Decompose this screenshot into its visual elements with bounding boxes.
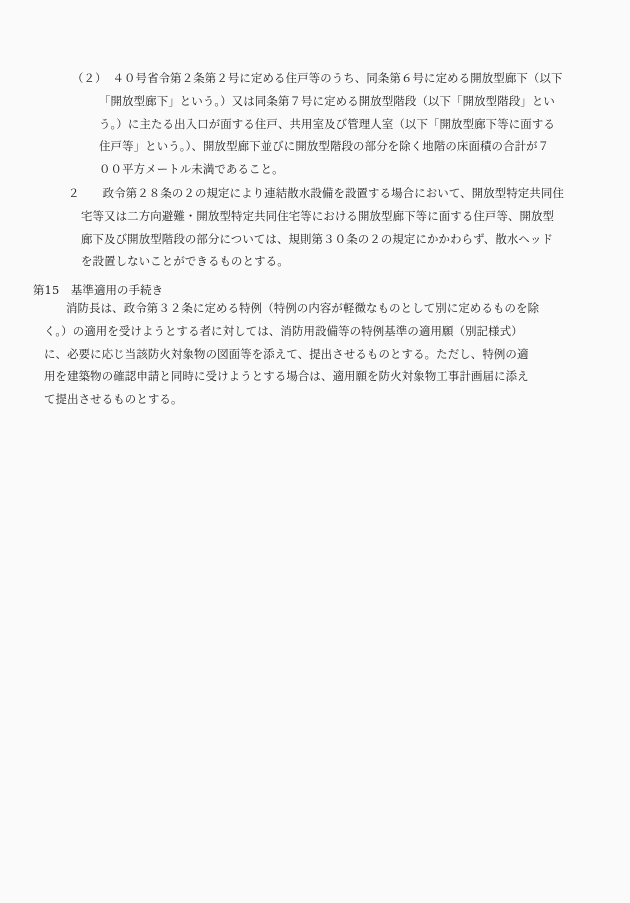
section-heading-text: 第15 基準適用の手続き: [33, 283, 164, 297]
numbered-item-2-block: [0, 67, 630, 181]
text-line: 消防長は、政令第３２条に定める特例（特例の内容が軽微なものとして別に定めるものを除: [66, 301, 540, 315]
text-line: 「開放型廊下」という。）又は同条第７号に定める開放型階段（以下「開放型階段」とい: [99, 93, 555, 108]
text-line: う。）に主たる出入口が面する住戸、共用室及び管理人室（以下「開放型廊下等に面する: [99, 116, 555, 131]
text-line: く。）の適用を受けようとする者に対しては、消防用設備等の特例基準の適用願（別記様式）: [44, 323, 523, 338]
text-line: を設置しないことができるものとする。: [81, 254, 289, 269]
text-line: に、必要に応じ当該防火対象物の図面等を添えて、提出させるものとする。ただし、特例の適: [44, 346, 529, 361]
text-line: ００平方メートル未満であること。: [99, 162, 284, 177]
text-line: 用を建築物の確認申請と同時に受けようとする場合は、適用願を防火対象物工事計画届に添え: [44, 369, 529, 384]
text-line: て提出させるものとする。: [44, 392, 183, 407]
text-line: 住戸等」という。）、開放型廊下並びに開放型階段の部分を除く地階の床面積の合計が７: [99, 139, 550, 154]
numbered-clause-2-block: [0, 182, 630, 273]
text-line: ２ 政令第２８条の２の規定により連結散水設備を設置する場合において、開放型特定共同住: [68, 186, 565, 200]
text-line: 宅等又は二方向避難・開放型特定共同住宅等における開放型廊下等に面する住戸等、開放型: [81, 208, 555, 223]
text-line: 廊下及び開放型階段の部分については、規則第３０条の２の規定にかかわらず、散水ヘッド: [81, 231, 554, 246]
section-15-body-paragraph: [0, 297, 630, 411]
text-line: （２） ４０号省令第２条第２号に定める住戸等のうち、同条第６号に定める開放型廊下（以下: [72, 71, 563, 85]
